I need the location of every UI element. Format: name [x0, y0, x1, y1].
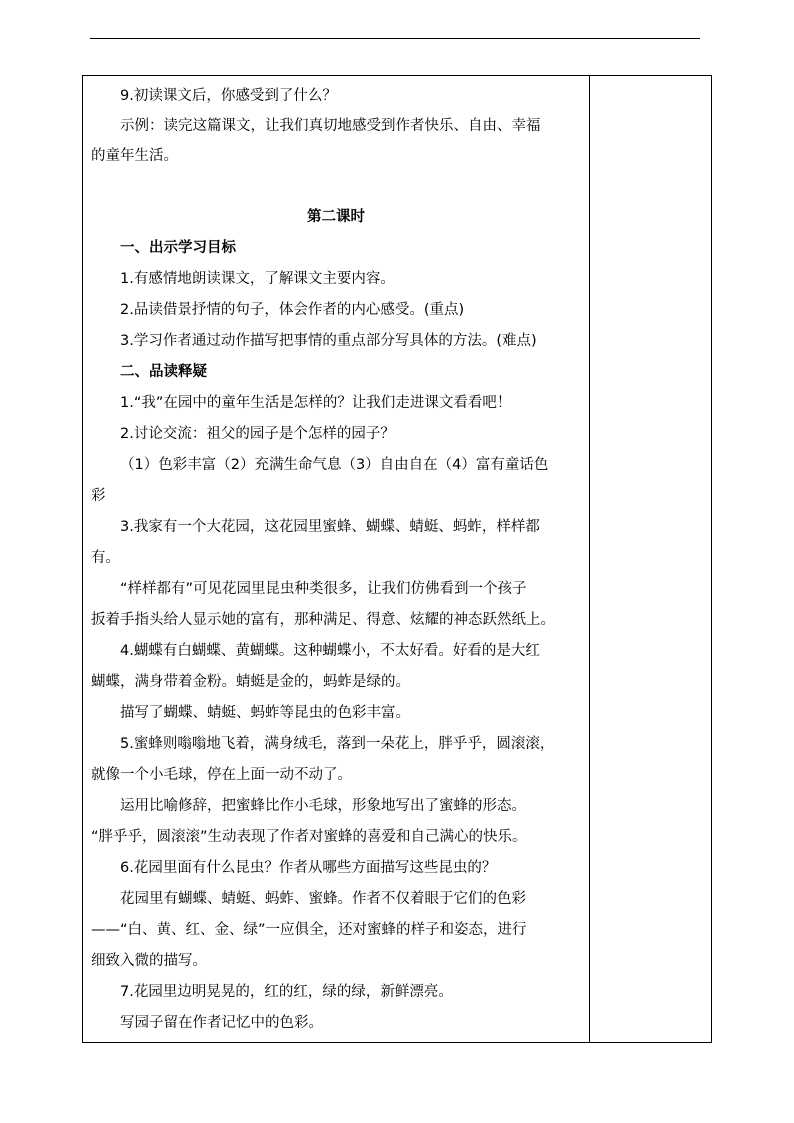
text-line: 细致入微的描写。	[91, 953, 207, 969]
text-line: “样样都有”可见花园里昆虫种类很多，让我们仿佛看到一个孩子	[120, 581, 527, 597]
text-line: （1）色彩丰富（2）充满生命气息（3）自由自在（4）富有童话色	[120, 457, 549, 473]
text-line: 的童年生活。	[91, 148, 178, 164]
section-title: 第二课时	[307, 209, 365, 225]
text-line: 1.“我”在园中的童年生活是怎样的？让我们走进课文看看吧！	[120, 395, 512, 411]
text-line: 2.品读借景抒情的句子，体会作者的内心感受。(重点)	[120, 302, 465, 318]
text-line: 扳着手指头给人显示她的富有，那种满足、得意、炫耀的神态跃然纸上。	[91, 612, 555, 628]
text-line: “胖乎乎，圆滚滚”生动表现了作者对蜜蜂的喜爱和自己满心的快乐。	[91, 829, 527, 845]
text-line: 1.有感情地朗读课文，了解课文主要内容。	[120, 271, 395, 287]
lesson-table	[82, 75, 712, 1043]
text-line: 6.花园里面有什么昆虫？作者从哪些方面描写这些昆虫的？	[120, 860, 497, 876]
section-heading: 二、品读释疑	[120, 364, 207, 380]
text-line: 蝴蝶，满身带着金粉。蜻蜓是金的，蚂蚱是绿的。	[91, 674, 410, 690]
text-line: 彩	[91, 488, 106, 504]
text-line: 写园子留在作者记忆中的色彩。	[120, 1015, 323, 1031]
text-line: 描写了蝴蝶、蜻蜓、蚂蚱等昆虫的色彩丰富。	[120, 705, 410, 721]
text-line: 3.我家有一个大花园，这花园里蜜蜂、蝴蝶、蜻蜓、蚂蚱，样样都	[120, 519, 540, 535]
text-line: 4.蝴蝶有白蝴蝶、黄蝴蝶。这种蝴蝶小，不太好看。好看的是大红	[120, 643, 540, 659]
text-line: 示例：读完这篇课文，让我们真切地感受到作者快乐、自由、幸福	[120, 118, 541, 134]
notes-cell	[590, 76, 711, 1042]
text-line: 就像一个小毛球，停在上面一动不动了。	[91, 767, 352, 783]
content-cell	[89, 76, 583, 1042]
text-line: 花园里有蝴蝶、蜻蜓、蚂蚱、蜜蜂。作者不仅着眼于它们的色彩	[120, 891, 526, 907]
text-line: 运用比喻修辞，把蜜蜂比作小毛球，形象地写出了蜜蜂的形态。	[120, 798, 526, 814]
text-line: 3.学习作者通过动作描写把事情的重点部分写具体的方法。(难点)	[120, 333, 537, 349]
text-line: 2.讨论交流：祖父的园子是个怎样的园子？	[120, 426, 395, 442]
text-line: 7.花园里边明晃晃的，红的红，绿的绿，新鲜漂亮。	[120, 984, 453, 1000]
text-line: 5.蜜蜂则嗡嗡地飞着，满身绒毛，落到一朵花上，胖乎乎，圆滚滚，	[120, 736, 555, 752]
text-line: 9.初读课文后，你感受到了什么？	[120, 88, 337, 104]
header-rule	[90, 38, 700, 39]
text-line: ——“白、黄、红、金、绿”一应俱全，还对蜜蜂的样子和姿态，进行	[91, 922, 527, 938]
section-heading: 一、出示学习目标	[120, 240, 236, 256]
text-line: 有。	[91, 550, 120, 566]
